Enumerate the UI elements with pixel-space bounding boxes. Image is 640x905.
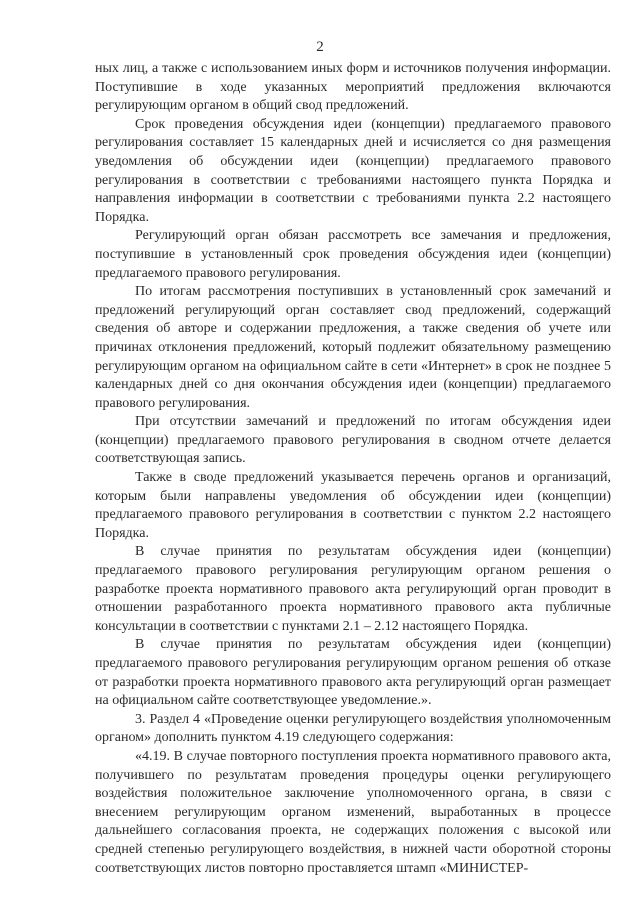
paragraph: «4.19. В случае повторного поступления проекта нормативного правового акта, получившего по результатам проведения процедуры оценки регулирующего воздействия положительное заключение уполномоченного органа, в связи с внесением регулирующим органом изменений, выработанных в процессе дальнейшего согласования проекта, не содержащих положения с высокой или средней степенью регулирующего воздействия, в нижней части оборотной стороны соответствующих листов повторно проставляется штамп «МИНИСТЕР-: [95, 748, 611, 876]
paragraph: ных лиц, а также с использованием иных форм и источников получения информации. Поступившие в ходе указанных мероприятий предложения включаются регулирующим органом в общий свод предложений.: [95, 61, 611, 114]
document-body: [95, 60, 611, 878]
paragraph: Также в своде предложений указывается перечень органов и организаций, которым были направлены уведомления об обсуждении идеи (концепции) предлагаемого правового регулирования в соответствии с пунктом 2.2 настоящего Порядка.: [95, 470, 611, 541]
paragraph: В случае принятия по результатам обсуждения идеи (концепции) предлагаемого правового регулирования регулирующим органом решения об отказе от разработки проекта нормативного правового акта регулирующий орган размещает на официальном сайте соответствующее уведомление.».: [95, 637, 611, 709]
page-number: 2: [316, 39, 324, 55]
paragraph: При отсутствии замечаний и предложений по итогам обсуждения идеи (концепции) предлагаемого правового регулирования в сводном отчете делается соответствующая запись.: [95, 414, 611, 467]
paragraph: Срок проведения обсуждения идеи (концепции) предлагаемого правового регулирования составляет 15 календарных дней и исчисляется со дня размещения уведомления об обсуждении идеи (концепции) предлагаемого правового регулирования в соответствии с требованиями настоящего пункта Порядка и направления информации в соответствии с требованиями пункта 2.2 настоящего Порядка.: [95, 116, 611, 225]
paragraph: В случае принятия по результатам обсуждения идеи (концепции) предлагаемого правового регулирования регулирующим органом решения о разработке проекта нормативного правового акта регулирующий орган проводит в отношении разработанного проекта нормативного правового акта публичные консультации в соответствии с пунктами 2.1 – 2.12 настоящего Порядка.: [95, 544, 611, 634]
paragraph: 3. Раздел 4 «Проведение оценки регулирующего воздействия уполномоченным органом» дополнить пунктом 4.19 следующего содержания:: [95, 711, 611, 746]
paragraph: Регулирующий орган обязан рассмотреть все замечания и предложения, поступившие в установленный срок проведения обсуждения идеи (концепции) предлагаемого правового регулирования.: [95, 228, 611, 281]
paragraph: По итогам рассмотрения поступивших в установленный срок замечаний и предложений регулирующий орган составляет свод предложений, содержащий сведения об авторе и содержании предложения, а также сведения об учете или причинах отклонения предложений, который подлежит обязательному размещению регулирующим органом на официальном сайте в сети «Интернет» в срок не позднее 5 календарных дней со дня окончания обсуждения идеи (концепции) предлагаемого правового регулирования.: [95, 284, 611, 411]
